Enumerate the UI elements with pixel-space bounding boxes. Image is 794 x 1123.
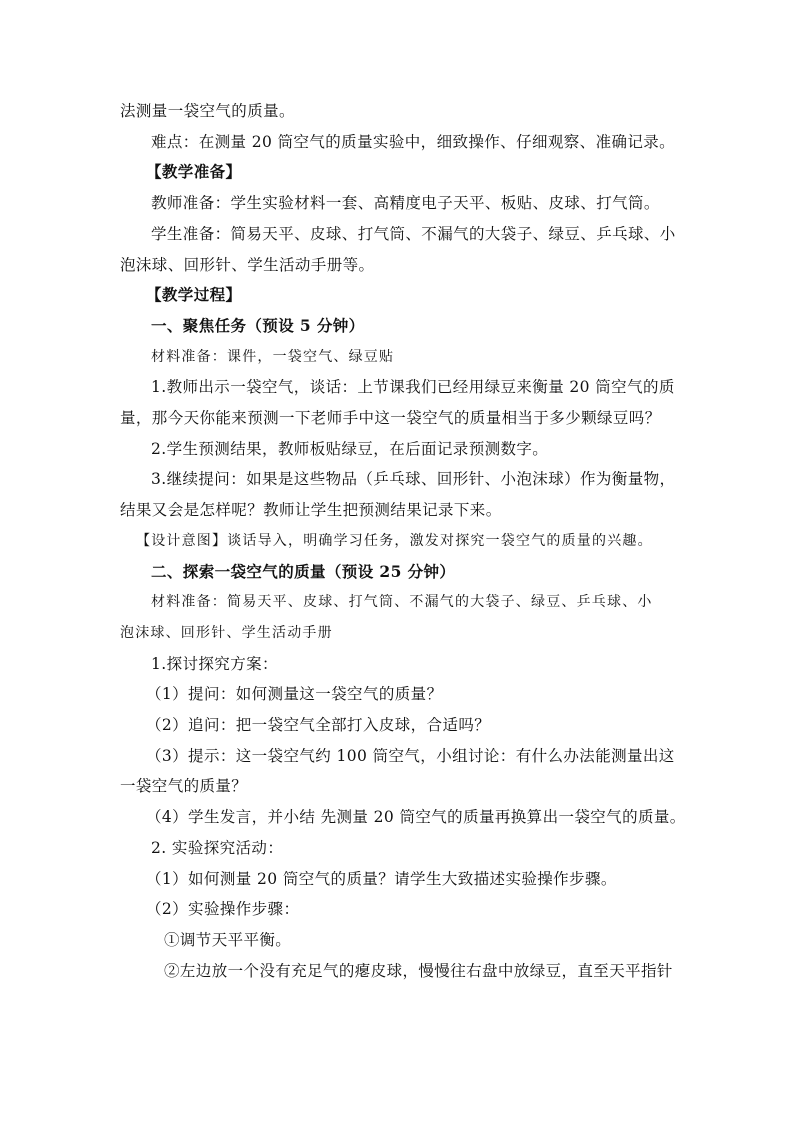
materials-line: 材料准备：简易天平、皮球、打气筒、不漏气的大袋子、绿豆、乒乓球、小	[151, 594, 653, 611]
subsection-heading: 一、聚焦任务（预设 5 分钟）	[151, 315, 365, 335]
section-heading: 【教学过程】	[146, 285, 242, 305]
subsection-heading: 二、探索一袋空气的质量（预设 25 分钟）	[151, 561, 456, 581]
paragraph-line: （1）提问：如何测量这一袋空气的质量？	[146, 685, 443, 704]
paragraph-line: （4）学生发言，并小结 先测量 20 筒空气的质量再换算出一袋空气的质量。	[146, 808, 686, 827]
paragraph-line: 教师准备：学生实验材料一套、高精度电子天平、板贴、皮球、打气筒。	[151, 194, 660, 213]
paragraph-line: （2）追问：把一袋空气全部打入皮球，合适吗？	[146, 716, 491, 735]
paragraph-line: 难点：在测量 20 筒空气的质量实验中，细致操作、仔细观察、准确记录。	[151, 132, 676, 151]
paragraph-line: 学生准备：简易天平、皮球、打气筒、不漏气的大袋子、绿豆、乒乓球、小	[151, 224, 676, 243]
paragraph-line: 法测量一袋空气的质量。	[120, 102, 295, 120]
paragraph-line: 3.继续提问：如果是这些物品（乒乓球、回形针、小泡沫球）作为衡量物，	[151, 470, 676, 489]
paragraph-line: （3）提示：这一袋空气约 100 筒空气，小组讨论：有什么办法能测量出这	[146, 746, 675, 765]
paragraph-line: 2.学生预测结果，教师板贴绿豆，在后面记录预测数字。	[151, 439, 549, 458]
paragraph-line: （1）如何测量 20 筒空气的质量？请学生大致描述实验操作步骤。	[146, 869, 617, 888]
section-heading: 【教学准备】	[146, 162, 242, 182]
paragraph-line: （2）实验操作步骤：	[146, 900, 300, 919]
paragraph-line: ②左边放一个没有充足气的瘪皮球，慢慢往右盘中放绿豆，直至天平指针	[164, 961, 673, 980]
paragraph-line: 一袋空气的质量？	[120, 777, 248, 796]
paragraph-line: 1.探讨探究方案：	[151, 654, 278, 673]
paragraph-line: ①调节天平平衡。	[164, 930, 292, 949]
paragraph-line: 结果又会是怎样呢？教师让学生把预测结果记录下来。	[120, 501, 502, 520]
materials-line: 泡沫球、回形针、学生活动手册	[120, 624, 333, 641]
materials-line: 材料准备：课件，一袋空气、绿豆贴	[151, 348, 395, 365]
paragraph-line: 1.教师出示一袋空气，谈话：上节课我们已经用绿豆来衡量 20 筒空气的质	[151, 378, 675, 397]
paragraph-line: 2. 实验探究活动：	[151, 838, 284, 857]
paragraph-line: 量，那今天你能来预测一下老师手中这一袋空气的质量相当于多少颗绿豆吗？	[120, 409, 661, 428]
design-intent-line: 【设计意图】谈话导入，明确学习任务，激发对探究一袋空气的质量的兴趣。	[136, 532, 653, 549]
document-page	[120, 0, 686, 986]
paragraph-line: 泡沫球、回形针、学生活动手册等。	[120, 255, 375, 274]
